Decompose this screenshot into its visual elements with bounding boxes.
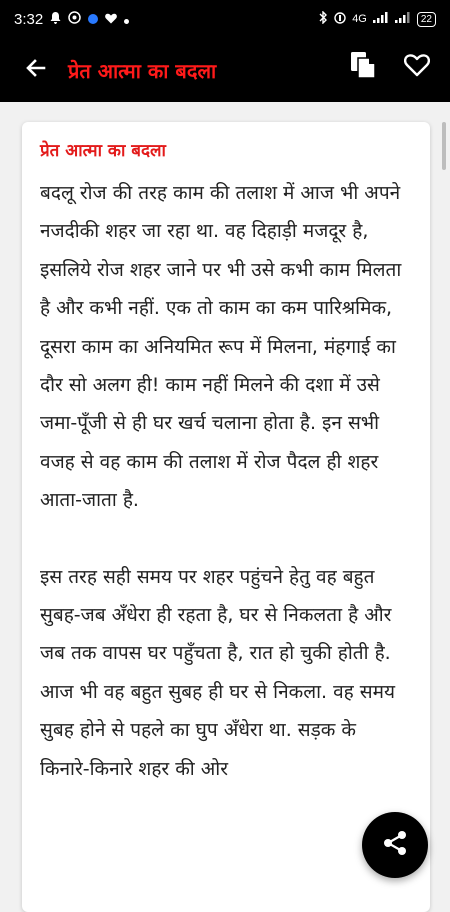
story-paragraph: बदलू रोज की तरह काम की तलाश में आज भी अपने नजदीकी शहर जा रहा था. वह दिहाड़ी मजदूर है, इसलिये रोज शहर जाने पर भी उसे कभी काम मिलता है और कभी नहीं. एक तो काम का कम पारिश्रमिक, दूसरा काम का अनियमित रूप में मिलना, मंहगाई का दौर सो अलग ही! काम नहीं मिलने की दशा में उसे जमा-पूँजी से ही घर खर्च चलाना होता है. इन सभी वजह से वह काम की तलाश में रोज पैदल ही शहर आता-जाता है. xyxy=(40,182,402,512)
status-right xyxy=(319,11,436,27)
story-title: प्रेत आत्मा का बदला xyxy=(40,141,166,161)
story-card xyxy=(22,122,430,912)
signal-icon xyxy=(373,12,389,26)
favorite-button[interactable] xyxy=(402,52,432,82)
story-paragraph: इस तरह सही समय पर शहर पहुंचने हेतु वह बहुत सुबह-जब अँधेरा ही रहता है, घर से निकलता है और जब तक वापस घर पहुँचता है, रात हो चुकी होती है. आज भी वह बहुत सुबह ही घर से निकला. वह समय सुबह होने से पहले का घुप अँधेरा था. सड़क के किनारे-किनारे शहर की ओर xyxy=(40,565,396,780)
copy-icon xyxy=(350,51,376,83)
bluetooth-icon xyxy=(319,11,328,27)
status-time: 3:32 xyxy=(14,10,44,28)
heart-icon xyxy=(404,53,430,81)
notification-bell-icon xyxy=(50,11,61,28)
story-body xyxy=(40,174,405,788)
vibrate-icon xyxy=(334,12,346,27)
more-dot-icon xyxy=(124,11,129,28)
scrollbar-thumb[interactable] xyxy=(442,122,446,170)
target-icon xyxy=(68,11,81,28)
back-button[interactable] xyxy=(12,38,60,102)
signal-2-icon xyxy=(395,12,411,26)
share-button[interactable] xyxy=(362,812,428,878)
app-title: प्रेत आत्मा का बदला xyxy=(68,58,217,83)
status-left xyxy=(14,11,129,28)
back-arrow-icon xyxy=(24,56,48,84)
app-actions xyxy=(348,52,432,82)
heart-status-icon xyxy=(105,11,117,28)
status-bar xyxy=(0,0,450,38)
app-notification-icon xyxy=(88,14,98,24)
share-icon xyxy=(382,830,408,860)
battery-indicator: 22 xyxy=(417,12,436,27)
network-type-label: 4G xyxy=(352,13,367,25)
app-bar xyxy=(0,38,450,102)
copy-button[interactable] xyxy=(348,52,378,82)
